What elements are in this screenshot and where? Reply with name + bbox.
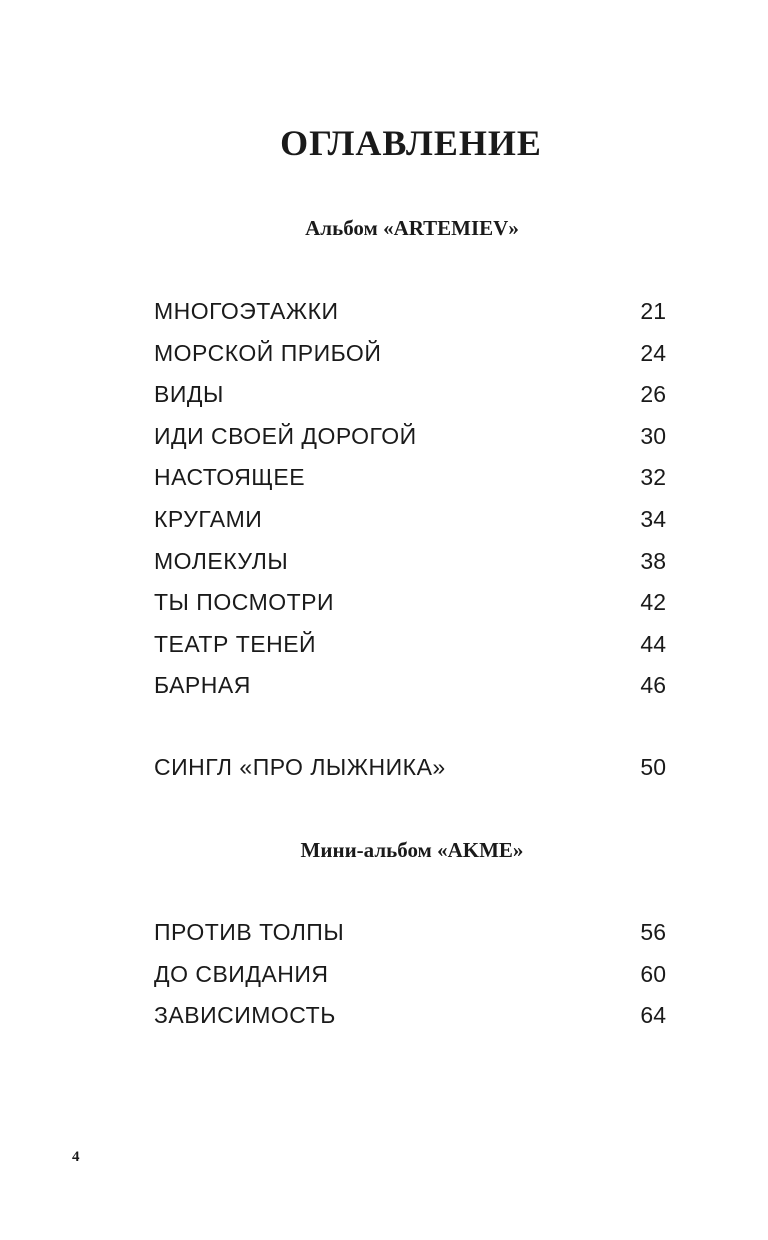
toc-entry-page: 64 [640,1002,666,1029]
toc-entry-title: СИНГЛ «ПРО ЛЫЖНИКА» [154,754,446,780]
section-heading-akme: Мини-альбом «AKME» [300,838,524,862]
toc-entry [154,374,666,416]
toc-entry [154,499,666,541]
toc-entry-page: 38 [640,547,666,574]
toc-entry-page: 60 [640,960,666,987]
toc-entry-title: МНОГОЭТАЖКИ [154,298,339,324]
toc-entry-title: ПРОТИВ ТОЛПЫ [154,919,345,945]
toc-entry [154,333,666,375]
toc-entry-title: БАРНАЯ [154,672,251,699]
toc-entry-page: 21 [640,298,666,324]
toc-entry-page: 26 [640,381,666,408]
toc-entry-page: 50 [640,754,666,780]
toc-entry-title: ТЕАТР ТЕНЕЙ [154,630,317,657]
toc-entry [154,665,666,707]
toc-entry-page: 44 [640,630,666,657]
toc-entry-page: 32 [640,464,666,491]
toc-entry-title: МОЛЕКУЛЫ [154,547,289,574]
toc-entry [154,995,666,1037]
toc-entry-page: 34 [640,505,666,532]
toc-entry [154,541,666,583]
toc-entry-page: 24 [640,339,666,366]
toc-entry-title: ДО СВИДАНИЯ [154,960,329,987]
toc-entry [154,457,666,499]
toc-entry-title: ЗАВИСИМОСТЬ [154,1002,336,1029]
toc-entry [154,912,666,954]
toc-entry-title: ВИДЫ [154,381,224,408]
toc-entry [154,954,666,996]
page-title: ОГЛАВЛЕНИЕ [280,123,542,163]
toc-list-single [154,747,666,789]
toc-entry-title: КРУГАМИ [154,505,263,532]
toc-entry-single [154,747,666,789]
toc-entry-page: 46 [640,672,666,699]
toc-entry [154,582,666,624]
toc-list-artemiev [154,291,666,707]
toc-entry-title: НАСТОЯЩЕЕ [154,464,306,491]
toc-entry-title: ИДИ СВОЕЙ ДОРОГОЙ [154,422,417,449]
toc-entry-page: 56 [640,919,666,945]
page-number: 4 [72,1149,80,1165]
section-heading-artemiev: Альбом «ARTEMIEV» [305,216,519,240]
toc-entry [154,416,666,458]
toc-entry [154,291,666,333]
toc-entry-title: МОРСКОЙ ПРИБОЙ [154,339,382,366]
toc-entry [154,624,666,666]
toc-entry-page: 42 [640,589,666,616]
toc-entry-page: 30 [640,422,666,449]
toc-entry-title: ТЫ ПОСМОТРИ [154,589,335,616]
toc-list-akme [154,912,666,1037]
